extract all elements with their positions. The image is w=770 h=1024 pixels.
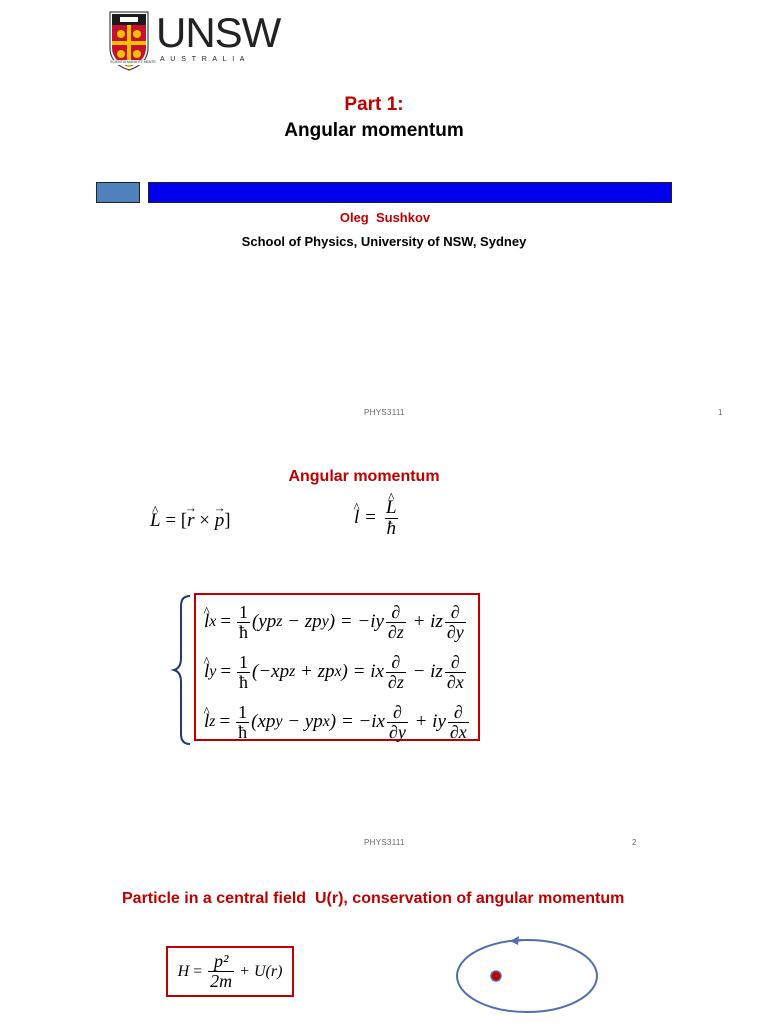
ly-d2n: ∂ [450,651,460,672]
lz-b2: x [322,713,330,730]
logo-wordmark: UNSW [156,9,281,56]
lz-mid: − yp [282,711,323,732]
ham-lhs: H [177,962,190,980]
ham-num: p² [213,951,229,972]
eq-L-times: × [199,510,210,531]
orbit-diagram [452,930,604,1024]
eq-l-lhs: ^ l [354,507,359,529]
part-label: Part 1: [344,94,404,115]
orbit-ellipse [457,940,597,1012]
eq-L-definition [150,510,231,532]
ly-mid: + zp [295,661,335,682]
decor-blue-bar [148,182,672,203]
lx-close: ) = −iy [328,611,384,632]
slide2-title: Angular momentum [288,468,440,485]
components-box [194,593,480,741]
footer-page-1: 1 [718,408,723,417]
lz-b1: y [275,713,283,730]
ham-eq: = [193,962,203,980]
lx-plus: + iz [407,611,443,632]
logo-motto: SCIENTIA MANU ET MENTE [110,60,156,64]
lz-d2d: ∂x [449,721,467,742]
lz-prefix-num: 1 [238,701,248,722]
ly-sub: y [209,663,217,680]
eq-l-eq: = [365,507,376,529]
operator-lx: ^ l x = $\frac{1}{ħ}$ (yp z − zp y ) = −iy $\frac{\partial}{\partial z}$ + iz $\frac{\partial}{\partial y}$ [204,597,478,647]
orbit-arrowhead-icon [510,936,519,945]
lx-body: (yp [252,611,277,632]
lz-prefix-den: ħ [238,721,248,742]
slide1-title: Angular momentum [284,120,464,141]
particle-dot-icon [491,971,501,981]
slide-2 [0,450,768,860]
ham-rest: + U(r) [239,962,283,980]
ly-body: (−xp [252,661,290,682]
operator-lz: ^ l z = $\frac{1}{ħ}$ (xp y − yp x ) = −ix $\frac{\partial}{\partial y}$ + iy $\frac{\partial}{\partial x}$ [204,697,478,747]
lz-sub: z [209,713,216,730]
ham-den: 2m [210,971,233,991]
operator-ly: ^ l y = $\frac{1}{ħ}$ (−xp z + zp x ) = ix $\frac{\partial}{\partial z}$ − iz $\frac{\partial}{\partial x}$ [204,647,478,697]
ly-b2: x [334,663,342,680]
lx-b2: y [321,613,329,630]
slide-3 [0,880,768,1024]
footer-course-2: PHYS3111 [364,838,405,847]
decor-small-box [96,182,140,203]
lz-plus: + iy [409,711,446,732]
eq-L-close: ] [224,510,231,531]
lz-d1n: ∂ [392,701,402,722]
ly-close: ) = ix [341,661,384,682]
lx-prefix-den: ħ [239,621,249,642]
hamiltonian-box [166,946,294,997]
footer-course-1: PHYS3111 [364,408,405,417]
lz-d2n: ∂ [453,701,463,722]
lx-d2n: ∂ [450,601,460,622]
eq-L-open: [ [180,510,188,531]
lz-d1d: ∂y [388,721,406,742]
ly-b1: z [289,663,296,680]
lz-close: ) = −ix [329,711,385,732]
lx-sub: x [209,613,217,630]
ly-prefix-den: ħ [239,671,249,692]
eq-l-den: ħ [386,517,397,539]
lx-d2d: ∂y [446,621,464,642]
slide3-title: Particle in a central field U(r), conservation of angular momentum [122,890,625,907]
ly-d1n: ∂ [391,651,401,672]
lx-prefix-num: 1 [239,601,249,622]
lz-body: (xp [251,711,276,732]
slide-1 [0,0,768,430]
lx-mid: − zp [282,611,322,632]
ly-plus: − iz [407,661,443,682]
lx-d1n: ∂ [391,601,401,622]
unsw-logo [108,9,281,72]
affiliation: School of Physics, University of NSW, Sydney [241,234,527,249]
author-name: Oleg Sushkov [339,210,431,225]
eq-l-num: ^ L [384,498,399,518]
eq-L-lhs: ^ L [150,510,161,532]
eq-l-definition [354,498,401,539]
eq-L-p: p → [215,510,225,532]
footer-page-2: 2 [632,838,637,847]
ly-d1d: ∂z [387,671,404,692]
lx-b1: z [276,613,283,630]
eq-L-eq: = [165,510,177,531]
eq-L-r: r → [187,510,194,532]
lx-d1d: ∂z [387,621,404,642]
curly-brace-icon [172,594,194,746]
ly-d2d: ∂x [446,671,464,692]
logo-subtitle: A U S T R A L I A [160,56,247,63]
ly-prefix-num: 1 [239,651,249,672]
